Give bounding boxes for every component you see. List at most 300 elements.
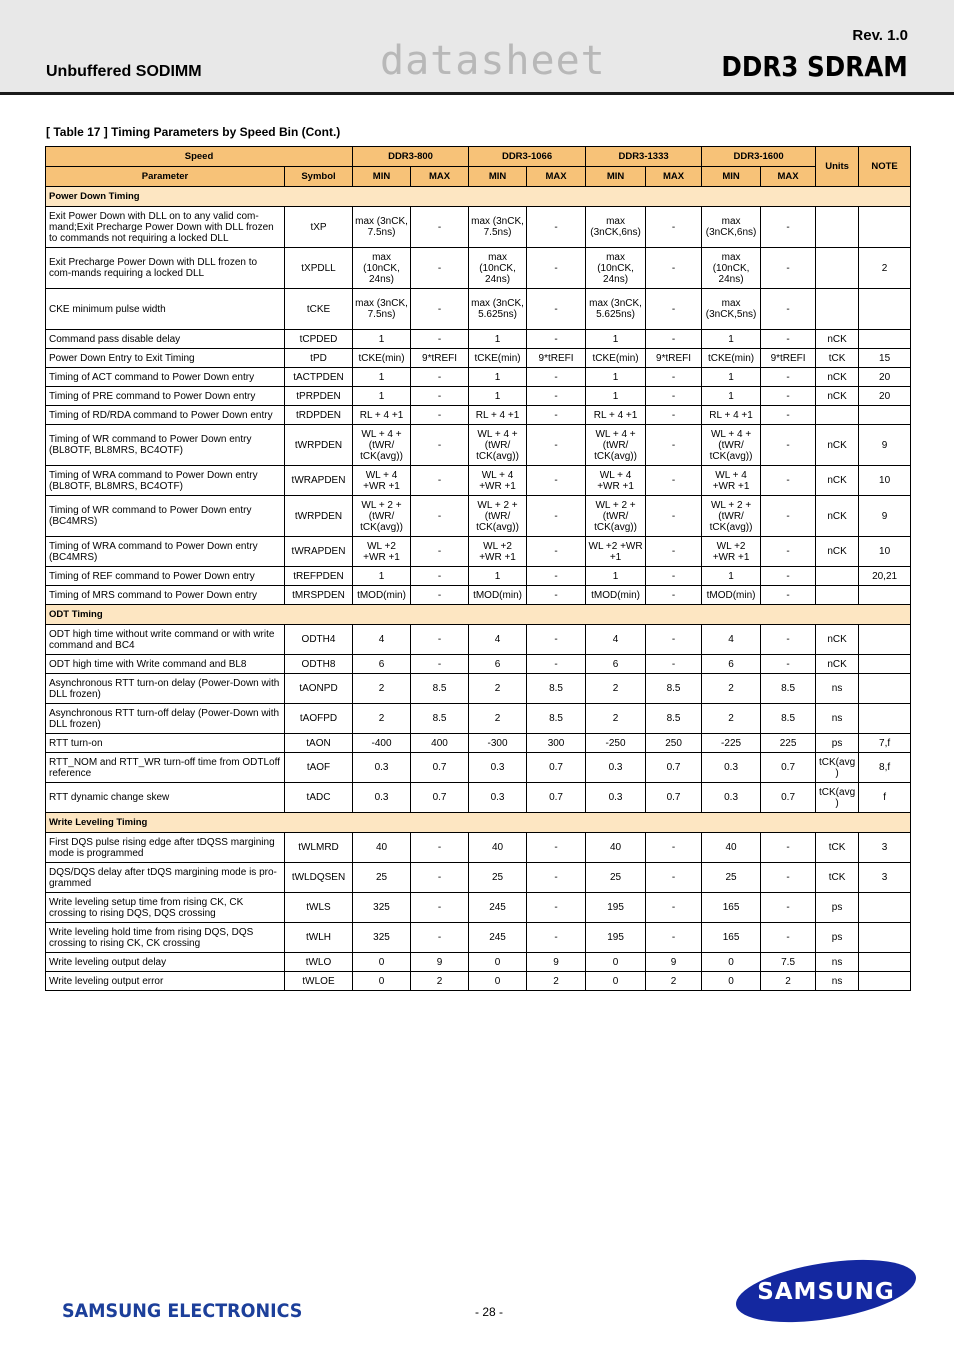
max-value-cell: - (527, 863, 586, 893)
parameter-cell: Timing of WRA command to Power Down entry (BL8OTF, BL8MRS, BC4OTF) (46, 466, 285, 496)
min-value-cell: max (10nCK, 24ns) (702, 248, 761, 289)
note-cell (859, 674, 911, 704)
symbol-cell: tRDPDEN (285, 406, 353, 425)
page-number: - 28 - (475, 1305, 504, 1319)
symbol-cell: tAONPD (285, 674, 353, 704)
section-row (46, 813, 911, 833)
max-value-cell: 225 (761, 734, 816, 753)
note-header: NOTE (859, 147, 911, 187)
min-value-cell: 0.3 (469, 753, 527, 783)
symbol-cell: tWLDQSEN (285, 863, 353, 893)
min-value-cell: tMOD(min) (353, 586, 411, 605)
symbol-cell: tMRSPDEN (285, 586, 353, 605)
bin-header: DDR3-1333 (586, 147, 702, 167)
max-value-cell: - (646, 496, 702, 537)
parameter-cell: Timing of MRS command to Power Down entry (46, 586, 285, 605)
max-value-cell: 2 (646, 972, 702, 991)
min-value-cell: 25 (586, 863, 646, 893)
min-value-cell: WL +2 +WR +1 (353, 537, 411, 567)
max-value-cell: - (761, 387, 816, 406)
max-value-cell: 0.7 (527, 753, 586, 783)
note-cell: 15 (859, 349, 911, 368)
note-cell: 9 (859, 496, 911, 537)
symbol-cell: tWRAPDEN (285, 537, 353, 567)
max-value-cell: - (527, 833, 586, 863)
units-cell: ns (816, 674, 859, 704)
max-header: MAX (527, 167, 586, 187)
min-value-cell: 0 (469, 972, 527, 991)
note-cell (859, 406, 911, 425)
min-value-cell: 1 (469, 387, 527, 406)
note-cell (859, 330, 911, 349)
units-cell: ns (816, 704, 859, 734)
min-value-cell: WL + 4 +WR +1 (353, 466, 411, 496)
revision-label: Rev. 1.0 (852, 27, 908, 44)
min-value-cell: WL + 2 +(tWR/ tCK(avg)) (586, 496, 646, 537)
min-value-cell: 4 (469, 625, 527, 655)
parameter-cell: DQS/DQS delay after tDQS margining mode is pro-grammed (46, 863, 285, 893)
min-value-cell: 1 (702, 368, 761, 387)
min-value-cell: 1 (353, 368, 411, 387)
symbol-cell: tAOFPD (285, 704, 353, 734)
min-value-cell: 4 (702, 625, 761, 655)
max-value-cell: 8.5 (646, 704, 702, 734)
max-value-cell: - (646, 923, 702, 953)
min-value-cell: RL + 4 +1 (702, 406, 761, 425)
min-value-cell: 2 (469, 704, 527, 734)
min-value-cell: 1 (586, 330, 646, 349)
min-value-cell: RL + 4 +1 (586, 406, 646, 425)
max-value-cell: - (761, 425, 816, 466)
min-value-cell: WL + 4 +WR +1 (469, 466, 527, 496)
units-cell: tCK(avg ) (816, 783, 859, 813)
max-value-cell: - (411, 406, 469, 425)
min-value-cell: 0 (702, 953, 761, 972)
section-title: Power Down Timing (46, 187, 911, 207)
max-value-cell: 400 (411, 734, 469, 753)
table-row (46, 625, 911, 655)
symbol-cell: tWLO (285, 953, 353, 972)
logo-text: SAMSUNG (757, 1279, 895, 1305)
units-cell (816, 248, 859, 289)
min-value-cell: 1 (702, 567, 761, 586)
max-value-cell: - (411, 655, 469, 674)
max-value-cell: - (411, 586, 469, 605)
symbol-header: Symbol (285, 167, 353, 187)
min-value-cell: 40 (353, 833, 411, 863)
parameter-cell: Write leveling hold time from rising DQS, DQS crossing to rising CK, CK crossing (46, 923, 285, 953)
max-value-cell: 250 (646, 734, 702, 753)
min-value-cell: 25 (469, 863, 527, 893)
max-value-cell: - (527, 537, 586, 567)
table-row (46, 953, 911, 972)
min-value-cell: WL + 2 +(tWR/ tCK(avg)) (469, 496, 527, 537)
table-row (46, 349, 911, 368)
min-value-cell: RL + 4 +1 (469, 406, 527, 425)
note-cell: 3 (859, 863, 911, 893)
symbol-cell: ODTH4 (285, 625, 353, 655)
parameter-cell: Write leveling output delay (46, 953, 285, 972)
units-cell (816, 586, 859, 605)
max-value-cell: - (646, 289, 702, 330)
max-value-cell: - (411, 248, 469, 289)
parameter-cell: ODT high time with Write command and BL8 (46, 655, 285, 674)
table-row (46, 972, 911, 991)
note-cell (859, 704, 911, 734)
min-value-cell: 0.3 (353, 753, 411, 783)
max-value-cell: - (411, 625, 469, 655)
min-value-cell: tMOD(min) (469, 586, 527, 605)
note-cell: 20 (859, 368, 911, 387)
min-value-cell: max (3nCK, 5.625ns) (586, 289, 646, 330)
max-value-cell: - (646, 863, 702, 893)
min-value-cell: RL + 4 +1 (353, 406, 411, 425)
max-value-cell: - (411, 425, 469, 466)
min-value-cell: 245 (469, 923, 527, 953)
max-value-cell: - (646, 833, 702, 863)
min-value-cell: 2 (702, 674, 761, 704)
min-value-cell: tCKE(min) (702, 349, 761, 368)
max-value-cell: 9*tREFI (411, 349, 469, 368)
min-value-cell: 40 (586, 833, 646, 863)
min-value-cell: 2 (353, 674, 411, 704)
min-value-cell: 0.3 (702, 783, 761, 813)
parameter-cell: Write leveling setup time from rising CK, CK crossing to rising DQS, DQS crossing (46, 893, 285, 923)
min-value-cell: 25 (353, 863, 411, 893)
table-row (46, 833, 911, 863)
parameter-cell: Command pass disable delay (46, 330, 285, 349)
symbol-cell: tXP (285, 207, 353, 248)
parameter-cell: ODT high time without write command or with write command and BC4 (46, 625, 285, 655)
min-value-cell: max (3nCK, 7.5ns) (469, 207, 527, 248)
table-row (46, 537, 911, 567)
min-value-cell: 0.3 (469, 783, 527, 813)
max-value-cell: - (527, 406, 586, 425)
units-cell: nCK (816, 496, 859, 537)
symbol-cell: tAOF (285, 753, 353, 783)
section-row (46, 605, 911, 625)
max-value-cell: 2 (761, 972, 816, 991)
table-row (46, 893, 911, 923)
min-value-cell: 40 (702, 833, 761, 863)
table-row (46, 466, 911, 496)
table-row (46, 704, 911, 734)
max-value-cell: - (761, 893, 816, 923)
parameter-cell: RTT dynamic change skew (46, 783, 285, 813)
min-value-cell: max (10nCK, 24ns) (586, 248, 646, 289)
note-cell: 8,f (859, 753, 911, 783)
table-body (46, 187, 911, 991)
parameter-cell: First DQS pulse rising edge after tDQSS margining mode is programmed (46, 833, 285, 863)
max-value-cell: - (646, 248, 702, 289)
note-cell (859, 586, 911, 605)
max-value-cell: - (527, 625, 586, 655)
symbol-cell: tCKE (285, 289, 353, 330)
min-header: MIN (469, 167, 527, 187)
min-value-cell: 1 (469, 567, 527, 586)
max-value-cell: - (411, 923, 469, 953)
note-cell: 20,21 (859, 567, 911, 586)
units-cell: ns (816, 953, 859, 972)
min-value-cell: tCKE(min) (353, 349, 411, 368)
min-value-cell: 195 (586, 923, 646, 953)
watermark-text: datasheet (380, 38, 606, 84)
parameter-cell: Timing of WR command to Power Down entry (BL8OTF, BL8MRS, BC4OTF) (46, 425, 285, 466)
max-value-cell: - (761, 923, 816, 953)
min-value-cell: 0.3 (586, 783, 646, 813)
units-cell: ps (816, 734, 859, 753)
min-value-cell: WL + 4 +(tWR/ tCK(avg)) (586, 425, 646, 466)
symbol-cell: tCPDED (285, 330, 353, 349)
units-cell: tCK (816, 863, 859, 893)
max-value-cell: - (646, 586, 702, 605)
symbol-cell: tPRPDEN (285, 387, 353, 406)
max-value-cell: 7.5 (761, 953, 816, 972)
max-value-cell: 2 (527, 972, 586, 991)
min-value-cell: 165 (702, 923, 761, 953)
min-value-cell: 0 (702, 972, 761, 991)
symbol-cell: tWLOE (285, 972, 353, 991)
max-value-cell: - (411, 537, 469, 567)
max-value-cell: 9 (411, 953, 469, 972)
table-row (46, 207, 911, 248)
table-row (46, 863, 911, 893)
max-value-cell: 8.5 (761, 674, 816, 704)
parameter-cell: Exit Precharge Power Down with DLL frozen to com-mands requiring a locked DLL (46, 248, 285, 289)
max-value-cell: - (527, 368, 586, 387)
min-value-cell: 325 (353, 893, 411, 923)
max-value-cell: - (761, 466, 816, 496)
units-cell: ns (816, 972, 859, 991)
max-value-cell: 8.5 (411, 674, 469, 704)
table-row (46, 330, 911, 349)
units-cell: nCK (816, 330, 859, 349)
symbol-cell: tWLS (285, 893, 353, 923)
parameter-cell: Timing of WRA command to Power Down entry (BC4MRS) (46, 537, 285, 567)
min-value-cell: WL + 4 +WR +1 (702, 466, 761, 496)
max-value-cell: - (527, 466, 586, 496)
units-cell: nCK (816, 537, 859, 567)
units-cell: ps (816, 923, 859, 953)
max-value-cell: - (411, 289, 469, 330)
min-value-cell: 1 (586, 567, 646, 586)
note-cell: 20 (859, 387, 911, 406)
parameter-cell: RTT_NOM and RTT_WR turn-off time from ODTLoff reference (46, 753, 285, 783)
min-value-cell: 40 (469, 833, 527, 863)
min-value-cell: max (3nCK,6ns) (586, 207, 646, 248)
symbol-cell: tWRPDEN (285, 496, 353, 537)
timing-parameters-table (45, 146, 911, 991)
min-value-cell: 1 (469, 330, 527, 349)
min-value-cell: tMOD(min) (586, 586, 646, 605)
max-value-cell: - (761, 248, 816, 289)
max-value-cell: 8.5 (411, 704, 469, 734)
max-value-cell: - (761, 655, 816, 674)
min-value-cell: 1 (702, 387, 761, 406)
max-value-cell: - (761, 567, 816, 586)
units-cell: tCK (816, 349, 859, 368)
units-cell: tCK (816, 833, 859, 863)
table-row (46, 753, 911, 783)
max-value-cell: - (527, 387, 586, 406)
min-value-cell: max (10nCK, 24ns) (469, 248, 527, 289)
min-value-cell: 1 (469, 368, 527, 387)
note-cell: 2 (859, 248, 911, 289)
note-cell (859, 625, 911, 655)
table-row (46, 248, 911, 289)
max-value-cell: - (646, 207, 702, 248)
parameter-cell: Asynchronous RTT turn-off delay (Power-Down with DLL frozen) (46, 704, 285, 734)
min-value-cell: 0 (353, 972, 411, 991)
units-cell: tCK(avg ) (816, 753, 859, 783)
max-value-cell: - (761, 207, 816, 248)
min-value-cell: 245 (469, 893, 527, 923)
parameter-cell: Write leveling output error (46, 972, 285, 991)
table-row (46, 425, 911, 466)
table-row (46, 496, 911, 537)
min-value-cell: tCKE(min) (469, 349, 527, 368)
max-value-cell: - (646, 466, 702, 496)
max-value-cell: 9 (646, 953, 702, 972)
max-value-cell: - (411, 207, 469, 248)
symbol-cell: tWRAPDEN (285, 466, 353, 496)
max-value-cell: - (761, 863, 816, 893)
min-value-cell: -400 (353, 734, 411, 753)
max-value-cell: - (527, 655, 586, 674)
min-value-cell: 2 (586, 674, 646, 704)
max-value-cell: - (646, 567, 702, 586)
min-value-cell: 0.3 (702, 753, 761, 783)
max-value-cell: 8.5 (527, 704, 586, 734)
max-value-cell: 8.5 (527, 674, 586, 704)
min-value-cell: 4 (353, 625, 411, 655)
min-value-cell: 165 (702, 893, 761, 923)
parameter-cell: Timing of REF command to Power Down entry (46, 567, 285, 586)
parameter-cell: RTT turn-on (46, 734, 285, 753)
max-value-cell: - (527, 496, 586, 537)
page-header (0, 0, 954, 95)
table-row (46, 289, 911, 330)
symbol-cell: tWLMRD (285, 833, 353, 863)
max-value-cell: - (761, 625, 816, 655)
max-value-cell: - (411, 833, 469, 863)
bin-header: DDR3-1066 (469, 147, 586, 167)
max-value-cell: - (761, 289, 816, 330)
max-value-cell: - (411, 330, 469, 349)
symbol-cell: tXPDLL (285, 248, 353, 289)
max-value-cell: 0.7 (761, 783, 816, 813)
max-value-cell: 9*tREFI (761, 349, 816, 368)
max-value-cell: 0.7 (527, 783, 586, 813)
max-value-cell: - (761, 537, 816, 567)
table-row (46, 923, 911, 953)
section-row (46, 187, 911, 207)
table-row (46, 655, 911, 674)
max-value-cell: - (646, 655, 702, 674)
parameter-cell: Asynchronous RTT turn-on delay (Power-Down with DLL frozen) (46, 674, 285, 704)
min-value-cell: 4 (586, 625, 646, 655)
min-value-cell: WL +2 +WR +1 (586, 537, 646, 567)
min-value-cell: 0 (469, 953, 527, 972)
note-cell: 10 (859, 466, 911, 496)
max-value-cell: - (411, 567, 469, 586)
units-cell (816, 289, 859, 330)
max-value-cell: - (646, 537, 702, 567)
units-cell: nCK (816, 625, 859, 655)
parameter-cell: Timing of PRE command to Power Down entry (46, 387, 285, 406)
units-cell: nCK (816, 387, 859, 406)
max-value-cell: - (411, 368, 469, 387)
min-value-cell: 1 (353, 567, 411, 586)
max-value-cell: - (527, 923, 586, 953)
min-value-cell: 2 (702, 704, 761, 734)
max-value-cell: - (646, 425, 702, 466)
min-value-cell: 25 (702, 863, 761, 893)
parameter-cell: Timing of WR command to Power Down entry (BC4MRS) (46, 496, 285, 537)
max-value-cell: - (411, 863, 469, 893)
note-cell (859, 207, 911, 248)
min-value-cell: max (3nCK, 5.625ns) (469, 289, 527, 330)
min-value-cell: tMOD(min) (702, 586, 761, 605)
max-value-cell: - (761, 586, 816, 605)
min-value-cell: max (3nCK, 7.5ns) (353, 207, 411, 248)
max-value-cell: 8.5 (761, 704, 816, 734)
units-header: Units (816, 147, 859, 187)
min-value-cell: WL + 2 +(tWR/ tCK(avg)) (353, 496, 411, 537)
max-value-cell: 2 (411, 972, 469, 991)
max-value-cell: 0.7 (411, 753, 469, 783)
min-value-cell: 325 (353, 923, 411, 953)
note-cell: 10 (859, 537, 911, 567)
parameter-header: Parameter (46, 167, 285, 187)
max-value-cell: - (411, 466, 469, 496)
units-cell: ps (816, 893, 859, 923)
min-value-cell: WL +2 +WR +1 (469, 537, 527, 567)
units-cell (816, 207, 859, 248)
max-value-cell: - (527, 586, 586, 605)
max-value-cell: - (761, 330, 816, 349)
units-cell: nCK (816, 466, 859, 496)
max-value-cell: - (761, 368, 816, 387)
max-value-cell: - (527, 425, 586, 466)
symbol-cell: ODTH8 (285, 655, 353, 674)
table-row (46, 387, 911, 406)
note-cell (859, 289, 911, 330)
min-value-cell: 1 (586, 368, 646, 387)
section-title: ODT Timing (46, 605, 911, 625)
section-title: Write Leveling Timing (46, 813, 911, 833)
min-value-cell: 6 (469, 655, 527, 674)
table-row (46, 406, 911, 425)
symbol-cell: tACTPDEN (285, 368, 353, 387)
min-value-cell: WL + 4 +(tWR/ tCK(avg)) (702, 425, 761, 466)
min-value-cell: 0 (586, 953, 646, 972)
bin-header: DDR3-800 (353, 147, 469, 167)
min-value-cell: 1 (586, 387, 646, 406)
min-value-cell: tCKE(min) (586, 349, 646, 368)
min-header: MIN (353, 167, 411, 187)
max-value-cell: 300 (527, 734, 586, 753)
units-cell (816, 567, 859, 586)
max-value-cell: - (411, 496, 469, 537)
symbol-cell: tWLH (285, 923, 353, 953)
min-value-cell: WL + 4 +(tWR/ tCK(avg)) (469, 425, 527, 466)
max-header: MAX (761, 167, 816, 187)
min-value-cell: 6 (353, 655, 411, 674)
note-cell (859, 655, 911, 674)
max-value-cell: - (646, 387, 702, 406)
min-header: MIN (702, 167, 761, 187)
